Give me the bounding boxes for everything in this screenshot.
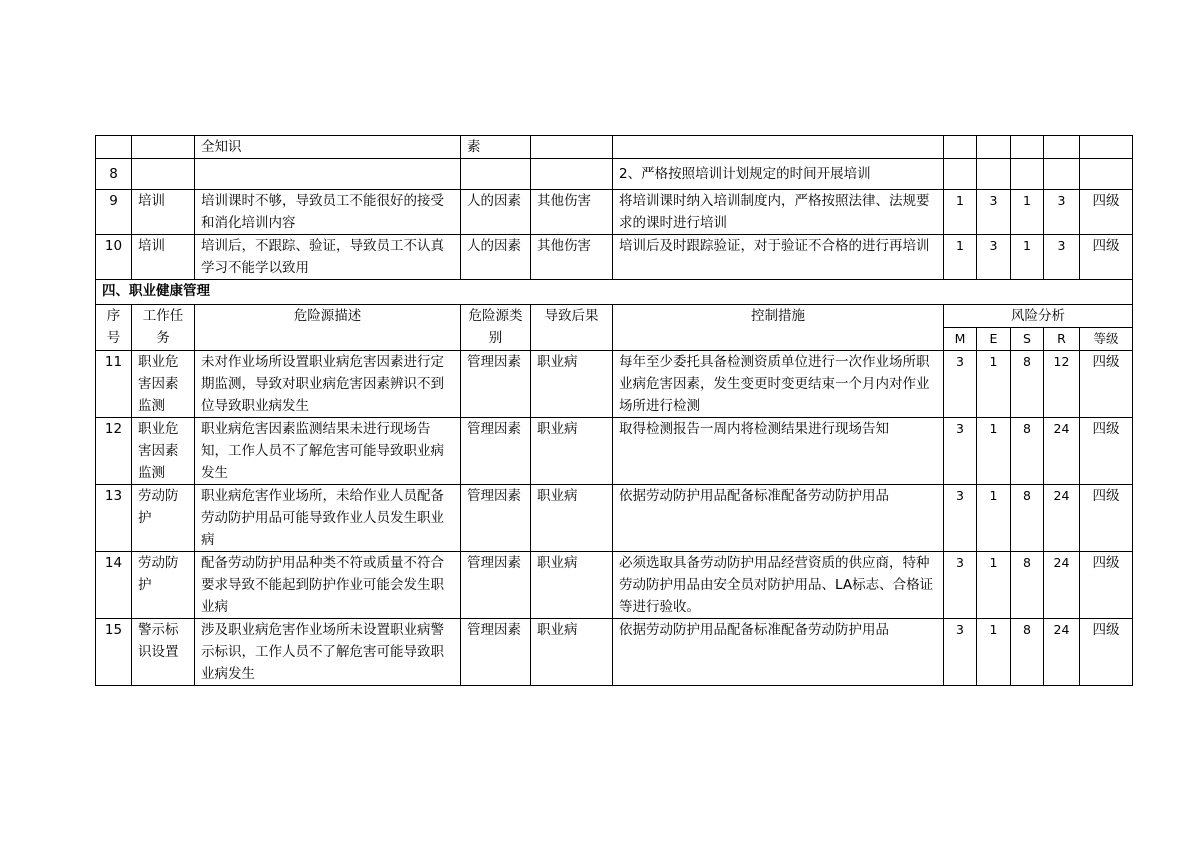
cell-consequence [531, 136, 613, 159]
cell-e [977, 159, 1011, 190]
cell-hazard: 涉及职业病危害作业场所未设置职业病警示标识，工作人员不了解危害可能导致职业病发生 [195, 619, 461, 686]
cell-task: 劳动防护 [132, 485, 195, 552]
cell-m: 3 [944, 351, 977, 418]
cell-level: 四级 [1080, 552, 1133, 619]
section-row [96, 280, 1133, 305]
cell-r: 24 [1044, 418, 1080, 485]
cell-measure: 取得检测报告一周内将检测结果进行现场告知 [613, 418, 944, 485]
cell-no: 13 [96, 485, 132, 552]
header-e: E [977, 328, 1011, 351]
cell-hazard: 未对作业场所设置职业病危害因素进行定期监测，导致对职业病危害因素辨识不到位导致职业病发生 [195, 351, 461, 418]
cell-r: 24 [1044, 619, 1080, 686]
header-level: 等级 [1080, 328, 1133, 351]
cell-hazard: 职业病危害因素监测结果未进行现场告知，工作人员不了解危害可能导致职业病发生 [195, 418, 461, 485]
cell-category: 管理因素 [461, 418, 531, 485]
header-m: M [944, 328, 977, 351]
cell-task: 职业危害因素监测 [132, 418, 195, 485]
table-row [96, 619, 1133, 686]
cell-hazard: 全知识 [195, 136, 461, 159]
cell-e: 1 [977, 485, 1011, 552]
cell-m: 1 [944, 190, 977, 235]
cell-s: 8 [1011, 619, 1044, 686]
cell-measure [613, 136, 944, 159]
cell-no: 14 [96, 552, 132, 619]
cell-level [1080, 159, 1133, 190]
cell-s [1011, 136, 1044, 159]
cell-e: 1 [977, 552, 1011, 619]
header-category: 危险源类别 [461, 305, 531, 351]
cell-measure: 依据劳动防护用品配备标准配备劳动防护用品 [613, 485, 944, 552]
cell-level: 四级 [1080, 418, 1133, 485]
cell-category: 管理因素 [461, 619, 531, 686]
risk-analysis-table [95, 135, 1133, 686]
cell-category [461, 159, 531, 190]
cell-s [1011, 159, 1044, 190]
cell-measure: 培训后及时跟踪验证，对于验证不合格的进行再培训 [613, 235, 944, 280]
cell-m [944, 159, 977, 190]
cell-consequence: 职业病 [531, 351, 613, 418]
cell-level [1080, 136, 1133, 159]
cell-consequence: 职业病 [531, 485, 613, 552]
cell-r: 24 [1044, 552, 1080, 619]
cell-m: 3 [944, 619, 977, 686]
cell-m: 3 [944, 552, 977, 619]
cell-task: 劳动防护 [132, 552, 195, 619]
cell-measure: 将培训课时纳入培训制度内，严格按照法律、法规要求的课时进行培训 [613, 190, 944, 235]
cell-consequence: 其他伤害 [531, 190, 613, 235]
cell-s: 1 [1011, 235, 1044, 280]
table-row [96, 159, 1133, 190]
cell-no [96, 136, 132, 159]
cell-task [132, 159, 195, 190]
header-hazard: 危险源描述 [195, 305, 461, 351]
cell-category: 管理因素 [461, 552, 531, 619]
cell-s: 8 [1011, 552, 1044, 619]
cell-category: 人的因素 [461, 235, 531, 280]
table-row [96, 235, 1133, 280]
cell-no: 8 [96, 159, 132, 190]
cell-r [1044, 136, 1080, 159]
cell-hazard: 培训课时不够，导致员工不能很好的接受和消化培训内容 [195, 190, 461, 235]
cell-hazard: 培训后，不跟踪、验证，导致员工不认真学习不能学以致用 [195, 235, 461, 280]
cell-category: 管理因素 [461, 485, 531, 552]
cell-task: 培训 [132, 190, 195, 235]
cell-task [132, 136, 195, 159]
cell-level: 四级 [1080, 351, 1133, 418]
table-row [96, 190, 1133, 235]
column-header-row [96, 305, 1133, 328]
cell-e: 3 [977, 190, 1011, 235]
cell-consequence [531, 159, 613, 190]
cell-r [1044, 159, 1080, 190]
cell-r: 24 [1044, 485, 1080, 552]
cell-s: 8 [1011, 418, 1044, 485]
cell-no: 12 [96, 418, 132, 485]
cell-consequence: 职业病 [531, 418, 613, 485]
header-measure: 控制措施 [613, 305, 944, 351]
cell-s: 8 [1011, 351, 1044, 418]
cell-no: 9 [96, 190, 132, 235]
cell-m: 1 [944, 235, 977, 280]
cell-hazard: 职业病危害作业场所，未给作业人员配备劳动防护用品可能导致作业人员发生职业病 [195, 485, 461, 552]
cell-level: 四级 [1080, 235, 1133, 280]
cell-no: 15 [96, 619, 132, 686]
cell-m: 3 [944, 485, 977, 552]
cell-measure: 2、严格按照培训计划规定的时间开展培训 [613, 159, 944, 190]
table-body [96, 136, 1133, 686]
cell-consequence: 职业病 [531, 552, 613, 619]
cell-measure: 每年至少委托具备检测资质单位进行一次作业场所职业病危害因素，发生变更时变更结束一个月内对作业场所进行检测 [613, 351, 944, 418]
cell-consequence: 职业病 [531, 619, 613, 686]
cell-r: 3 [1044, 235, 1080, 280]
cell-task: 培训 [132, 235, 195, 280]
cell-e: 3 [977, 235, 1011, 280]
cell-category: 人的因素 [461, 190, 531, 235]
cell-hazard: 配备劳动防护用品种类不符或质量不符合要求导致不能起到防护作业可能会发生职业病 [195, 552, 461, 619]
cell-no: 11 [96, 351, 132, 418]
header-s: S [1011, 328, 1044, 351]
table-row [96, 351, 1133, 418]
cell-m: 3 [944, 418, 977, 485]
cell-category: 管理因素 [461, 351, 531, 418]
table-row [96, 136, 1133, 159]
header-r: R [1044, 328, 1080, 351]
cell-measure: 依据劳动防护用品配备标准配备劳动防护用品 [613, 619, 944, 686]
table-row [96, 485, 1133, 552]
header-no: 序号 [96, 305, 132, 351]
header-task: 工作任务 [132, 305, 195, 351]
header-consequence: 导致后果 [531, 305, 613, 351]
cell-e: 1 [977, 619, 1011, 686]
cell-measure: 必须选取具备劳动防护用品经营资质的供应商，特种劳动防护用品由安全员对防护用品、LA标志、合格证等进行验收。 [613, 552, 944, 619]
cell-r: 12 [1044, 351, 1080, 418]
header-risk: 风险分析 [944, 305, 1133, 328]
table-row [96, 418, 1133, 485]
cell-level: 四级 [1080, 485, 1133, 552]
cell-r: 3 [1044, 190, 1080, 235]
cell-e [977, 136, 1011, 159]
cell-e: 1 [977, 418, 1011, 485]
cell-category: 素 [461, 136, 531, 159]
cell-task: 警示标识设置 [132, 619, 195, 686]
cell-no: 10 [96, 235, 132, 280]
cell-level: 四级 [1080, 619, 1133, 686]
cell-s: 1 [1011, 190, 1044, 235]
cell-m [944, 136, 977, 159]
cell-level: 四级 [1080, 190, 1133, 235]
cell-s: 8 [1011, 485, 1044, 552]
cell-e: 1 [977, 351, 1011, 418]
cell-consequence: 其他伤害 [531, 235, 613, 280]
table-row [96, 552, 1133, 619]
cell-task: 职业危害因素监测 [132, 351, 195, 418]
cell-hazard [195, 159, 461, 190]
section-title: 四、职业健康管理 [96, 280, 1133, 305]
